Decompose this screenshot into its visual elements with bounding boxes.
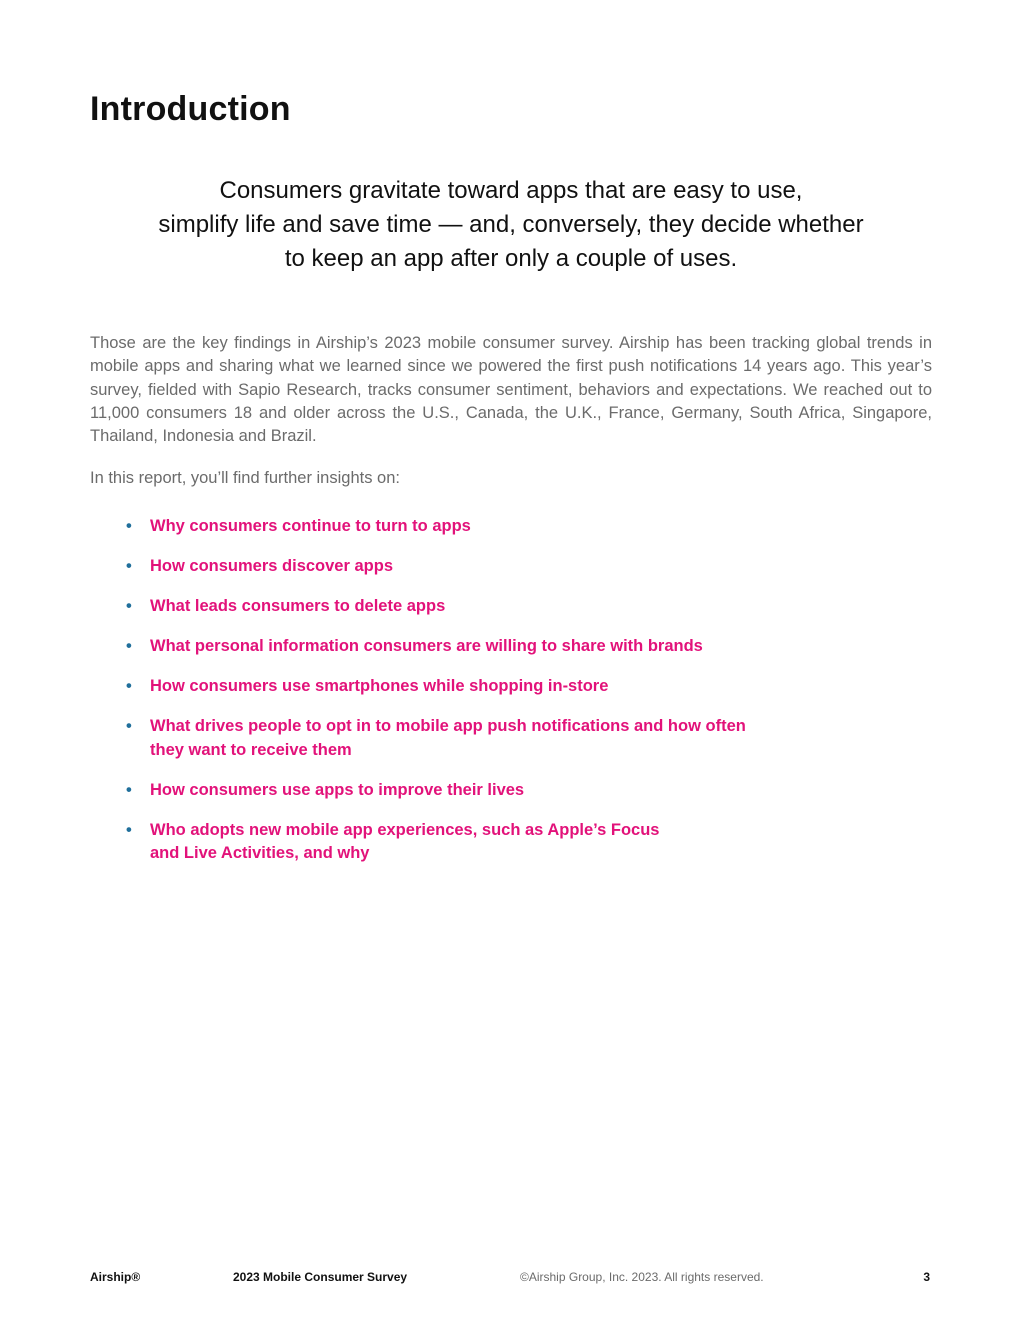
bullet-icon: •	[126, 780, 132, 799]
insight-text: What drives people to opt in to mobile app push notifications and how often	[150, 717, 746, 735]
footer-brand: Airship®	[90, 1270, 141, 1284]
insight-item	[90, 779, 932, 803]
insight-text: How consumers use smartphones while shopping in-store	[150, 677, 609, 695]
insight-item	[90, 715, 932, 762]
footer-copyright: ©Airship Group, Inc. 2023. All rights reserved.	[520, 1270, 764, 1284]
insights-lead-in: In this report, you’ll find further insights on:	[90, 469, 400, 487]
insight-item	[90, 819, 932, 866]
insight-item	[90, 675, 932, 699]
insight-item	[90, 515, 932, 539]
bullet-icon: •	[126, 557, 132, 575]
insight-text: How consumers discover apps	[150, 557, 393, 575]
insight-text-continued: and Live Activities, and why	[150, 844, 370, 862]
insight-text-continued: they want to receive them	[150, 740, 352, 759]
bullet-icon: •	[126, 517, 132, 535]
pull-quote-line: to keep an app after only a couple of uses.	[284, 245, 738, 272]
bullet-icon: •	[126, 677, 132, 695]
bullet-icon: •	[126, 717, 132, 735]
insight-item	[90, 555, 932, 579]
bullet-icon: •	[126, 597, 132, 615]
insight-item	[90, 635, 932, 659]
insights-list	[90, 515, 932, 882]
pull-quote-line: Consumers gravitate toward apps that are easy to use,	[219, 177, 803, 204]
insight-text: Who adopts new mobile app experiences, such as Apple’s Focus	[150, 820, 660, 839]
page-footer	[90, 1268, 932, 1286]
page-title: Introduction	[90, 90, 291, 128]
intro-paragraph: Those are the key findings in Airship’s 2023 mobile consumer survey. Airship has been tracking global trends in mobile apps and sharing what we learned since we powered the first push notifications 14 years ago. This year’s survey, fielded with Sapio Research, tracks consumer sentiment, behaviors and expectations. We reached out to 11,000 consumers 18 and older across the U.S., Canada, the U.K., France, Germany, South Africa, Singapore, Thailand, Indonesia and Brazil.	[90, 334, 932, 446]
insight-text: How consumers use apps to improve their lives	[150, 780, 525, 799]
pull-quote	[90, 174, 932, 276]
insight-text: What personal information consumers are willing to share with brands	[150, 637, 703, 655]
insight-text: Why consumers continue to turn to apps	[150, 517, 471, 535]
insight-text: What leads consumers to delete apps	[150, 597, 446, 615]
bullet-icon: •	[126, 637, 132, 655]
page-number: 3	[923, 1270, 930, 1284]
footer-survey-title: 2023 Mobile Consumer Survey	[233, 1270, 408, 1284]
bullet-icon: •	[126, 820, 132, 839]
pull-quote-line: simplify life and save time — and, conversely, they decide whether	[158, 211, 864, 238]
insight-item	[90, 595, 932, 619]
